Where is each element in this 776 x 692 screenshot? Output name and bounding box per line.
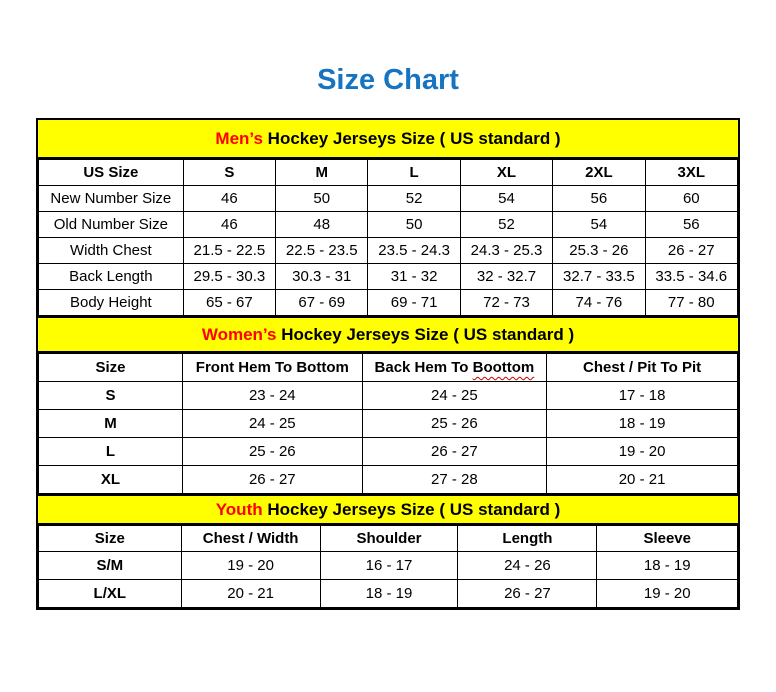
row-label: Back Length xyxy=(39,264,184,290)
size-value-cell: 77 - 80 xyxy=(645,290,737,316)
size-value-cell: 26 - 27 xyxy=(645,238,737,264)
size-value-cell: 65 - 67 xyxy=(183,290,275,316)
column-header-chest-width: Chest / Width xyxy=(181,526,320,552)
size-value-cell: 46 xyxy=(183,186,275,212)
page-title: Size Chart xyxy=(317,64,459,96)
back-hem-misspelled-text: Boottom xyxy=(472,359,535,376)
row-label: XL xyxy=(39,466,183,494)
size-value-cell: 20 - 21 xyxy=(547,466,738,494)
size-value-cell: 32 - 32.7 xyxy=(460,264,552,290)
size-value-cell: 26 - 27 xyxy=(458,580,597,608)
size-value-cell: 54 xyxy=(460,186,552,212)
size-value-cell: 17 - 18 xyxy=(547,382,738,410)
table-row-youth-lxl xyxy=(39,580,738,608)
column-header-chest-pit: Chest / Pit To Pit xyxy=(547,354,738,382)
table-row-old-number-size xyxy=(39,212,738,238)
womens-header-row xyxy=(39,354,738,382)
womens-size-table xyxy=(38,353,738,494)
column-header-s: S xyxy=(183,160,275,186)
size-value-cell: 30.3 - 31 xyxy=(276,264,368,290)
column-header-back-hem xyxy=(362,354,547,382)
column-header-sleeve: Sleeve xyxy=(597,526,738,552)
size-value-cell: 46 xyxy=(183,212,275,238)
youth-band-rest-text: Hockey Jerseys Size ( US standard ) xyxy=(262,499,561,519)
size-value-cell: 24 - 25 xyxy=(362,382,547,410)
size-value-cell: 27 - 28 xyxy=(362,466,547,494)
table-row-women-s xyxy=(39,382,738,410)
size-value-cell: 29.5 - 30.3 xyxy=(183,264,275,290)
womens-band-red-text: Women’s xyxy=(201,324,277,344)
size-value-cell: 25.3 - 26 xyxy=(553,238,645,264)
size-value-cell: 21.5 - 22.5 xyxy=(183,238,275,264)
column-header-3xl: 3XL xyxy=(645,160,737,186)
size-value-cell: 26 - 27 xyxy=(362,438,547,466)
size-value-cell: 22.5 - 23.5 xyxy=(276,238,368,264)
mens-section-band xyxy=(38,120,738,159)
size-value-cell: 19 - 20 xyxy=(597,580,738,608)
column-header-size: Size xyxy=(39,526,182,552)
row-label: L/XL xyxy=(39,580,182,608)
size-value-cell: 72 - 73 xyxy=(460,290,552,316)
size-value-cell: 31 - 32 xyxy=(368,264,460,290)
youth-size-table xyxy=(38,525,738,608)
size-value-cell: 18 - 19 xyxy=(320,580,458,608)
row-label: Width Chest xyxy=(39,238,184,264)
mens-header-row xyxy=(39,160,738,186)
youth-section-band xyxy=(38,494,738,525)
size-value-cell: 69 - 71 xyxy=(368,290,460,316)
table-row-youth-sm xyxy=(39,552,738,580)
row-label: Body Height xyxy=(39,290,184,316)
size-value-cell: 20 - 21 xyxy=(181,580,320,608)
size-value-cell: 18 - 19 xyxy=(547,410,738,438)
size-value-cell: 67 - 69 xyxy=(276,290,368,316)
mens-band-red-text: Men’s xyxy=(215,128,263,148)
size-value-cell: 50 xyxy=(368,212,460,238)
column-header-l: L xyxy=(368,160,460,186)
mens-band-rest-text: Hockey Jerseys Size ( US standard ) xyxy=(262,128,561,148)
size-value-cell: 25 - 26 xyxy=(182,438,362,466)
size-value-cell: 54 xyxy=(553,212,645,238)
column-header-us-size: US Size xyxy=(39,160,184,186)
table-row-body-height xyxy=(39,290,738,316)
table-row-women-m xyxy=(39,410,738,438)
size-value-cell: 56 xyxy=(645,212,737,238)
size-value-cell: 16 - 17 xyxy=(320,552,458,580)
size-value-cell: 26 - 27 xyxy=(182,466,362,494)
size-value-cell: 52 xyxy=(368,186,460,212)
row-label: L xyxy=(39,438,183,466)
table-row-back-length xyxy=(39,264,738,290)
column-header-xl: XL xyxy=(460,160,552,186)
column-header-length: Length xyxy=(458,526,597,552)
size-chart-table xyxy=(36,118,740,610)
size-value-cell: 24.3 - 25.3 xyxy=(460,238,552,264)
size-value-cell: 33.5 - 34.6 xyxy=(645,264,737,290)
size-value-cell: 18 - 19 xyxy=(597,552,738,580)
table-row-width-chest xyxy=(39,238,738,264)
size-value-cell: 74 - 76 xyxy=(553,290,645,316)
size-value-cell: 48 xyxy=(276,212,368,238)
size-value-cell: 23.5 - 24.3 xyxy=(368,238,460,264)
womens-band-rest-text: Hockey Jerseys Size ( US standard ) xyxy=(276,324,575,344)
youth-band-red-text: Youth xyxy=(215,499,263,519)
table-row-women-xl xyxy=(39,466,738,494)
size-value-cell: 23 - 24 xyxy=(182,382,362,410)
column-header-m: M xyxy=(276,160,368,186)
table-row-women-l xyxy=(39,438,738,466)
youth-header-row xyxy=(39,526,738,552)
column-header-shoulder: Shoulder xyxy=(320,526,458,552)
row-label: S xyxy=(39,382,183,410)
size-value-cell: 19 - 20 xyxy=(181,552,320,580)
row-label: M xyxy=(39,410,183,438)
size-value-cell: 50 xyxy=(276,186,368,212)
size-value-cell: 32.7 - 33.5 xyxy=(553,264,645,290)
size-value-cell: 19 - 20 xyxy=(547,438,738,466)
size-value-cell: 24 - 25 xyxy=(182,410,362,438)
womens-section-band xyxy=(38,316,738,353)
row-label: Old Number Size xyxy=(39,212,184,238)
back-hem-prefix-text: Back Hem To xyxy=(374,359,473,376)
size-value-cell: 24 - 26 xyxy=(458,552,597,580)
row-label: S/M xyxy=(39,552,182,580)
size-value-cell: 56 xyxy=(553,186,645,212)
size-value-cell: 60 xyxy=(645,186,737,212)
size-value-cell: 25 - 26 xyxy=(362,410,547,438)
column-header-2xl: 2XL xyxy=(553,160,645,186)
mens-size-table xyxy=(38,159,738,316)
column-header-size: Size xyxy=(39,354,183,382)
row-label: New Number Size xyxy=(39,186,184,212)
table-row-new-number-size xyxy=(39,186,738,212)
size-value-cell: 52 xyxy=(460,212,552,238)
column-header-front-hem: Front Hem To Bottom xyxy=(182,354,362,382)
